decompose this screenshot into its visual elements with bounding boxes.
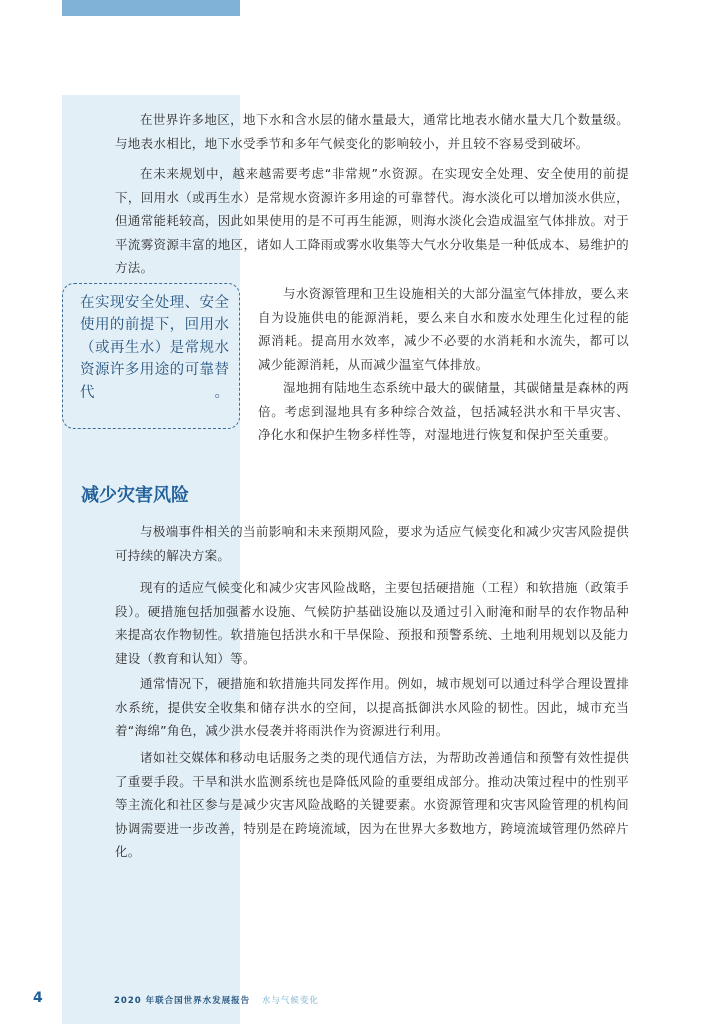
paragraph-hard-soft-measures: 通常情况下，硬措施和软措施共同发挥作用。例如，城市规划可以通过科学合理设置排水系统，提供安全收集和储存洪水的空间，以提高抵御洪水风险的韧性。因此，城市充当着“海绵”角色，减少洪水侵袭并将雨洪作为资源进行利用。 [115,676,629,738]
page-number: 4 [33,990,43,1006]
section-heading: 减少灾害风险 [81,485,189,506]
paragraph-strategies: 现有的适应气候变化和减少灾害风险战略，主要包括硬措施（工程）和软措施（政策手段）。硬措施包括加强蓄水设施、气候防护基础设施以及通过引入耐淹和耐旱的农作物品种来提高农作物韧性。软措施包括洪水和干旱保险、预报和预警系统、土地利用规划以及能力建设（教育和认知）等。 [115,580,629,666]
footer [114,994,319,1006]
footer-report-title: 2020 年联合国世界水发展报告 [114,996,251,1006]
paragraph-ghg-emissions: 与水资源管理和卫生设施相关的大部分温室气体排放，要么来自为设施供电的能源消耗，要么来自水和废水处理生化过程的能源消耗。提高用水效率，减少不必要的水消耗和水流失，都可以减少能源消耗，从而减少温室气体排放。 [258,286,629,372]
footer-theme: 水与气候变化 [261,996,319,1006]
top-color-tab [62,0,240,16]
paragraph-wetlands: 湿地拥有陆地生态系统中最大的碳储量，其碳储量是森林的两倍。考虑到湿地具有多种综合效益，包括减轻洪水和干旱灾害、净化水和保护生物多样性等，对湿地进行恢复和保护至关重要。 [258,380,629,442]
callout-box [62,283,240,429]
paragraph-groundwater: 在世界许多地区，地下水和含水层的储水量最大，通常比地表水储水量大几个数量级。与地表水相比，地下水受季节和多年气候变化的影响较小，并且较不容易受到破坏。 [115,112,629,151]
paragraph-communication: 诸如社交媒体和移动电话服务之类的现代通信方法，为帮助改善通信和预警有效性提供了重要手段。干旱和洪水监测系统也是降低风险的重要组成部分。推动决策过程中的性别平等主流化和社区参与是减少灾害风险战略的关键要素。水资源管理和灾害风险管理的机构间协调需要进一步改善，特别是在跨境流域，因为在世界大多数地方，跨境流域管理仍然碎片化。 [115,750,629,859]
paragraph-unconventional-water: 在未来规划中，越来越需要考虑“非常规”水资源。在实现安全处理、安全使用的前提下，回用水（或再生水）是常规水资源许多用途的可靠替代。海水淡化可以增加淡水供应，但通常能耗较高，因此如果使用的是不可再生能源，则海水淡化会造成温室气体排放。对于平流雾资源丰富的地区，诸如人工降雨或雾水收集等大气水分收集是一种低成本、易维护的方法。 [115,166,629,275]
paragraph-extreme-events: 与极端事件相关的当前影响和未来预期风险，要求为适应气候变化和减少灾害风险提供可持续的解决方案。 [115,524,629,563]
callout-text: 在实现安全处理、安全使用的前提下，回用水（或再生水）是常规水资源许多用途的可靠替代。 [80,295,229,401]
